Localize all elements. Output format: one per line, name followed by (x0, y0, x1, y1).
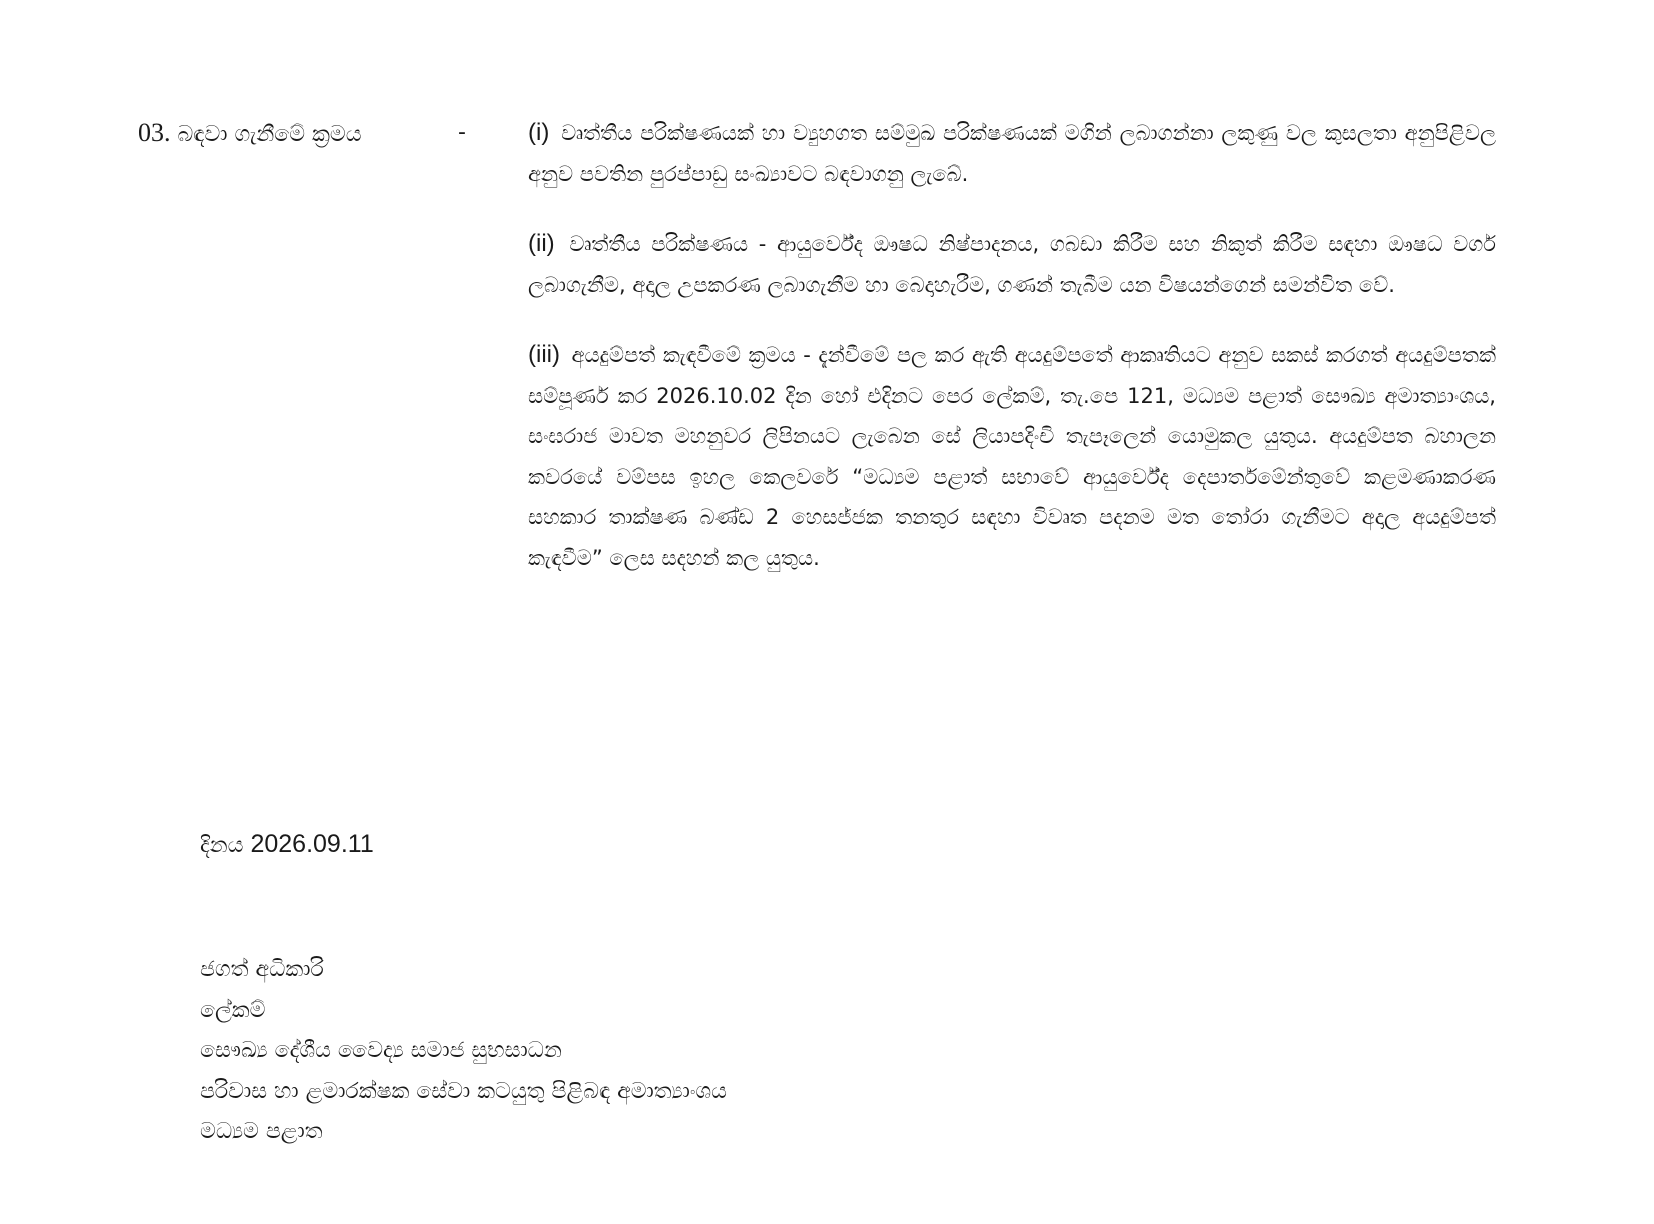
paragraph-ii (528, 224, 1496, 305)
paragraph-i (528, 113, 1496, 194)
section-number: 03. (138, 118, 171, 147)
paragraph-marker: (iii) (528, 341, 560, 368)
ministry-line-2: පරිවාස හා ළමාරක්ෂක සේවා කටයුතු පිළිබඳ අමාත්‍යාංශය (200, 1078, 727, 1104)
paragraph-marker: (i) (528, 119, 550, 146)
date-value: 2026.09.11 (250, 830, 374, 858)
date-line (200, 824, 374, 866)
date-label: දිනය (200, 833, 244, 858)
signatory-title: ලේකම් (200, 997, 266, 1023)
section-dash: - (458, 120, 466, 145)
paragraph-text: වෘත්තීය පරික්ෂණයක් හා ව්‍යුහගත සම්මුඛ පරික්ෂණයක් මගින් ලබාගන්නා ලකුණු වල කුසලතා අනුපිළිවල අනුව පවතින පුරප්පාඩු සංඛ්‍යාවට බඳවාගනු ලැබේ. (528, 121, 1496, 186)
paragraph-text: අයදුම්පත් කැඳවීමේ ක්‍රමය - දැන්වීමේ පල කර ඇති අයදුම්පතේ ආකෘතියට අනුව සකස් කරගත් අයදුම්පතක් සම්පූර්ණ කර 2026.10.02 දින හෝ එදිනට පෙර ලේකම්, තැ.පෙ 121, මධ්‍යම පළාත් සෞඛ්‍ය අමාත්‍යාංශය, සංඝරාජ මාවත මහනුවර ලිපිනයට ලැබෙන සේ ලියාපදිංචි තැපෑලෙන් යොමුකල යුතුය. අයදුම්පත බහාලන කවරයේ වම්පස ඉහල කෙලවරේ “මධ්‍යම පළාත් සභාවේ ආයුර්වේද දෙපාර්තමේන්තුවේ කළමණාකරණ සහකාර තාක්ෂණ බණ්ඩ 2 හෙසජ්ජක තනතුර සඳහා විවෘත පදනම මත තෝරා ගැනීමට අදාල අයදුම්පත් කැඳවීම” ලෙස සදහන් කල යුතුය. (528, 343, 1496, 570)
section-body (528, 113, 1496, 608)
province-line: මධ්‍යම පළාත (200, 1119, 323, 1144)
paragraph-marker: (ii) (528, 230, 555, 257)
signature-block (200, 950, 727, 1153)
section-heading (138, 113, 466, 155)
ministry-line-1: සෞඛ්‍ය දේශීය වෛද්‍ය සමාජ සුභසාධන (200, 1038, 562, 1063)
signatory-name: ජගත් අධිකාරි (200, 957, 324, 982)
section-title: බඳවා ගැනීමේ ක්‍රමය (177, 122, 362, 147)
paragraph-iii (528, 335, 1496, 578)
paragraph-text: වෘත්තීය පරික්ෂණය - ආයුර්වේද ඖෂධ නිෂ්පාදනය, ගබඩා කිරීම සහ නිකුත් කිරීම සඳහා ඖෂධ වර්ග ලබාගැනීම, අදාල උපකරණ ලබාගැනීම හා බෙදාහැරීම, ගණන් තැබීම යන විෂයන්ගෙන් සමන්විත වේ. (528, 232, 1496, 297)
